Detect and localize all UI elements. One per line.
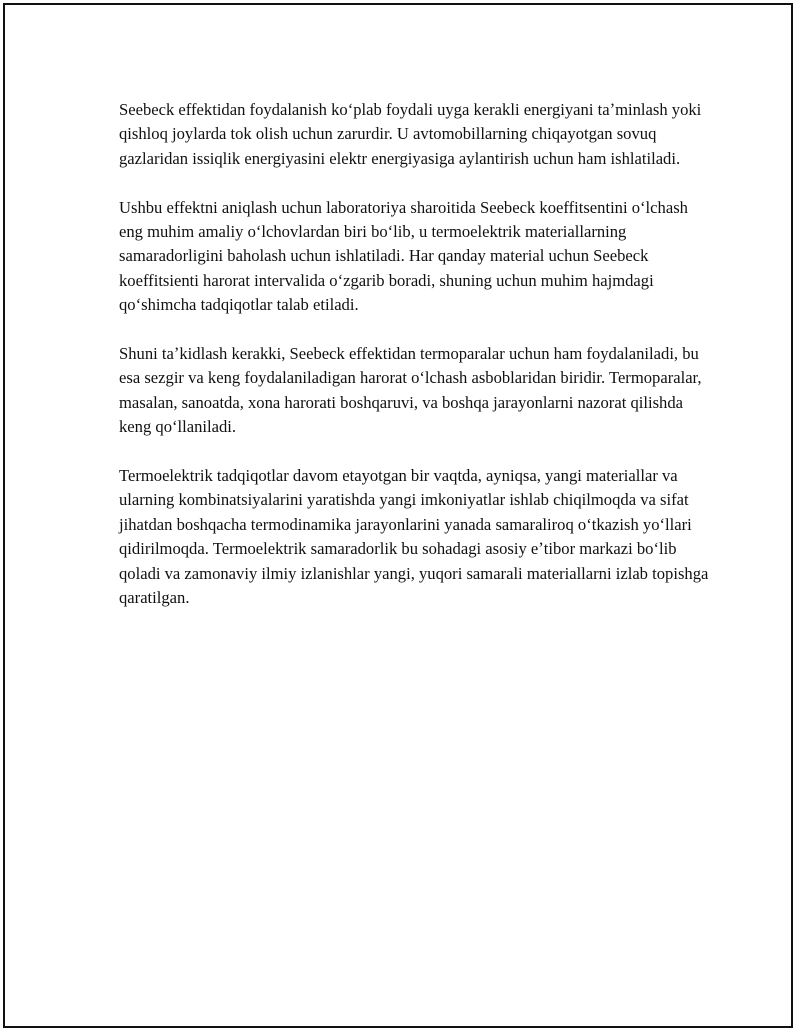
document-page [3,3,793,1028]
paragraph: Ushbu effektni aniqlash uchun laboratoriya sharoitida Seebeck koeffitsentini oʻlchash eng muhim amaliy oʻlchovlardan biri boʻlib, u termoelektrik materiallarning samaradorligini baholash uchun ishlatiladi. Har qanday material uchun Seebeck koeffitsienti harorat intervalida oʻzgarib boradi, shuning uchun muhim hajmdagi qoʻshimcha tadqiqotlar talab etiladi. [119,197,688,315]
paragraph: Shuni taʼkidlash kerakki, Seebeck effektidan termoparalar uchun ham foydalaniladi, bu esa sezgir va keng foydalaniladigan harorat oʻlchash asboblaridan biridir. Termoparalar, masalan, sanoatda, xona harorati boshqaruvi, va boshqa jarayonlarni nazorat qilishda keng qoʻllaniladi. [119,344,702,437]
document-body [119,98,709,635]
paragraph: Termoelektrik tadqiqotlar davom etayotgan bir vaqtda, ayniqsa, yangi materiallar va ularning kombinatsiyalarini yaratishda yangi imkoniyatlar ishlab chiqilmoqda va sifat jihatdan boshqacha termodinamika jarayonlarini yanada samaraliroq oʻtkazish yoʻllari qidirilmoqda. Termoelektrik samaradorlik bu sohadagi asosiy eʼtibor markazi boʻlib qoladi va zamonaviy ilmiy izlanishlar yangi, yuqori samarali materiallarni izlab topishga qaratilgan. [119,466,709,608]
paragraph: Seebeck effektidan foydalanish koʻplab foydali uyga kerakli energiyani taʼminlash yoki qishloq joylarda tok olish uchun zarurdir. U avtomobillarning chiqayotgan sovuq gazlaridan issiqlik energiyasini elektr energiyasiga aylantirish uchun ham ishlatiladi. [119,100,702,168]
